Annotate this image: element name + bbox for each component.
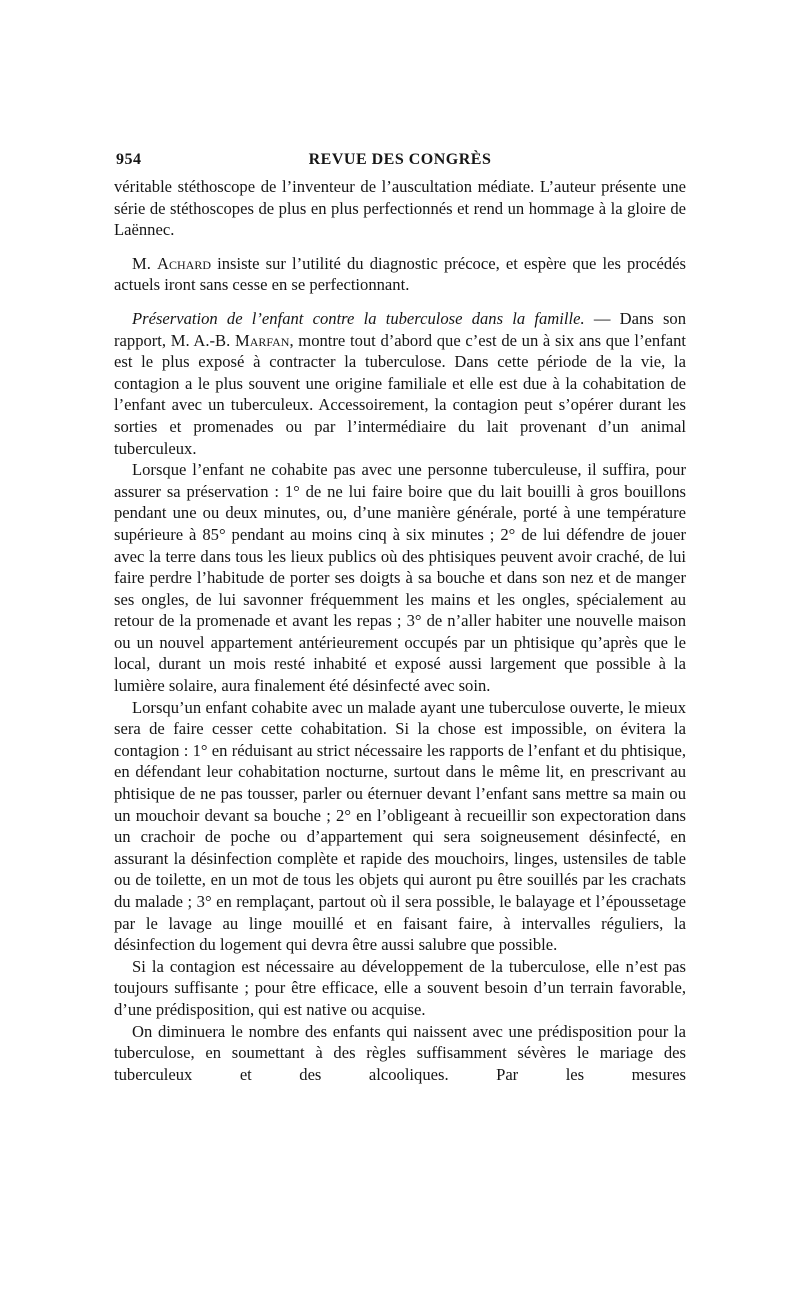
marfan-intro: — Dans son rapport, M. A.-B. xyxy=(114,308,686,350)
section-heading: Préservation de l’enfant contre la tuberculose dans la famille. xyxy=(132,308,585,328)
author-name-marfan: Marfan xyxy=(234,330,290,350)
paragraph-no-cohabitation: Lorsque l’enfant ne cohabite pas avec une personne tuberculeuse, il suffira, pour assurer sa préservation : 1° de ne lui faire boire que du lait bouilli à gros bouillons pendant une ou deux minutes, ou, d’une manière générale, porté à une température supérieure à 85° pendant au moins cinq à six minutes ; 2° de lui défendre de jouer avec la terre dans tous les lieux publics où des phtisiques peuvent avoir craché, de lui faire perdre l’habitude de porter ses doigts à sa bouche et dans son nez et de manger ses ongles, de lui savonner fréquemment les mains et les ongles, spécialement au retour de la promenade et avant les repas ; 3° de n’aller habiter une nouvelle maison ou un nouvel appartement antérieurement occupés par un phtisique qu’après que le local, durant un mois resté inhabité et exposé aussi largement que possible à la lumière solaire, aura finalement été désinfecté avec soin. xyxy=(114,460,686,696)
running-head xyxy=(114,146,686,176)
author-name-achard: Achard xyxy=(157,253,212,273)
journal-title: REVUE DES CONGRÈS xyxy=(308,151,492,168)
paragraph-cohabitation: Lorsqu’un enfant cohabite avec un malade ayant une tuberculose ouverte, le mieux sera de faire cesser cette cohabitation. Si la chose est impossible, on évitera la contagion : 1° en réduisant au strict nécessaire les rapports de l’enfant et du phtisique, en défendant leur cohabitation nocturne, surtout dans le même lit, en prescrivant au phtisique de ne pas tousser, parler ou éternuer devant l’enfant sans mettre sa main ou un mouchoir devant sa bouche ; 2° en l’obligeant à recueillir son expectoration dans un crachoir de poche ou d’appartement qui sera soigneusement désinfecté, en assurant la désinfection complète et rapide des mouchoirs, linges, ustensiles de table ou de toilette, en un mot de tous les objets qui auront pu être souillés par les crachats du malade ; 3° en remplaçant, partout où il sera possible, le balayage et l’époussetage par le lavage au linge mouillé et en faisant faire, à intervalles réguliers, la désinfection du logement qui devra être aussi salubre que possible. xyxy=(114,697,686,955)
achard-text: insiste sur l’utilité du diagnostic précoce, et espère que les procédés actuels iront sans cesse en se perfectionnant. xyxy=(114,253,686,295)
paragraph-marfan-report xyxy=(114,308,686,459)
paragraph-stethoscope-continuation: véritable stéthoscope de l’inventeur de l’auscultation médiate. L’auteur présente une série de stéthoscopes de plus en plus perfectionnés et rend un hommage à la gloire de Laënnec. xyxy=(114,177,686,240)
achard-prefix: M. xyxy=(132,253,151,273)
paragraph-predisposition: Si la contagion est nécessaire au développement de la tuberculose, elle n’est pas toujours suffisante ; pour être efficace, elle a souvent besoin d’un terrain favorable, d’une prédisposition, qui est native ou acquise. xyxy=(114,956,686,1019)
paragraph-marriage-rules: On diminuera le nombre des enfants qui naissent avec une prédisposition pour la tuberculose, en soumettant à des règles suffisamment sévères le mariage des tuberculeux et des alcooliques. Par les mesures xyxy=(114,1021,686,1084)
page-number: 954 xyxy=(116,151,142,168)
paragraph-achard xyxy=(114,253,686,296)
marfan-text: , montre tout d’abord que c’est de un à six ans que l’enfant est le plus exposé à contracter la tuberculose. Dans cette période de la vie, la contagion a le plus souvent une origine familiale et elle est due à la cohabitation de l’enfant avec un tuberculeux. Accessoirement, la contagion peut s’opérer durant les sorties et promenades ou par l’intermédiaire du lait provenant d’un animal tuberculeux. xyxy=(114,330,687,458)
book-page xyxy=(114,146,686,1085)
